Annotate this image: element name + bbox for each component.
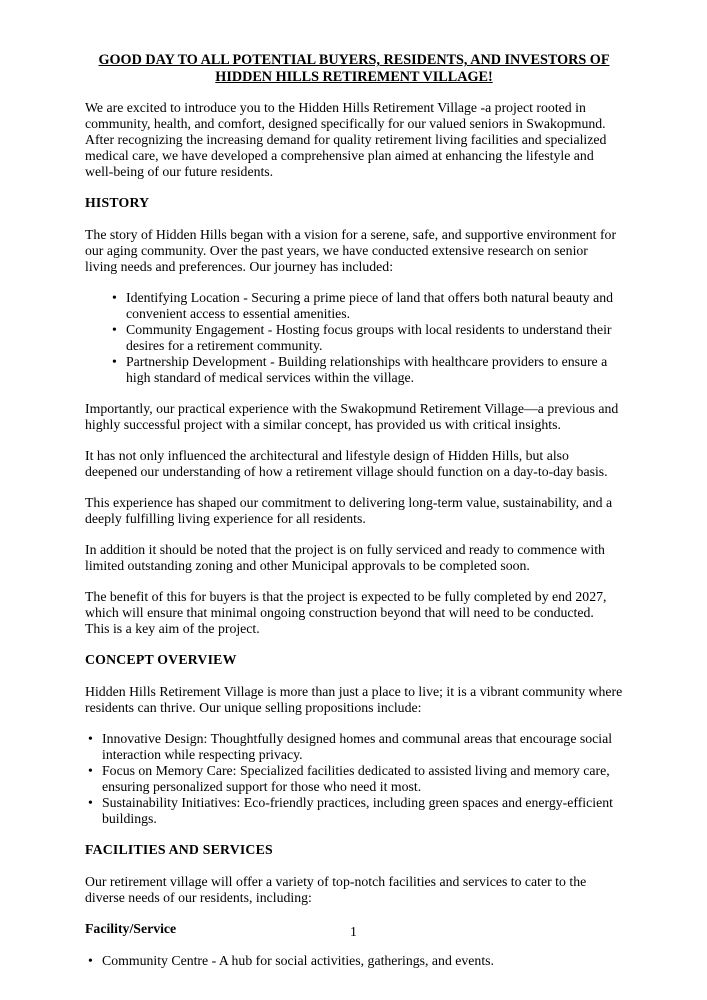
list-item <box>85 731 623 763</box>
bullet-icon: • <box>112 290 117 305</box>
concept-intro-paragraph: Hidden Hills Retirement Village is more than just a place to live; it is a vibrant community where residents can thrive. Our unique selling propositions include: <box>85 684 626 715</box>
bullet-icon: • <box>88 953 93 968</box>
history-paragraph: It has not only influenced the architectural and lifestyle design of Hidden Hills, but also deepened our understanding of how a retirement village should function on a day-to-day basis. <box>85 448 608 479</box>
list-item <box>85 290 623 322</box>
list-item <box>85 763 623 795</box>
bullet-icon: • <box>88 763 93 778</box>
list-item-text: Innovative Design: Thoughtfully designed homes and communal areas that encourage social interaction while respecting privacy. <box>102 731 616 762</box>
bullet-icon: • <box>88 731 93 746</box>
list-item-text: Partnership Development - Building relationships with healthcare providers to ensure a high standard of medical services within the village. <box>126 354 611 385</box>
list-item-text: Community Centre - A hub for social activities, gatherings, and events. <box>102 953 494 968</box>
facility-service-subheading: Facility/Service <box>85 921 177 936</box>
document-title: GOOD DAY TO ALL POTENTIAL BUYERS, RESIDENTS, AND INVESTORS OF HIDDEN HILLS RETIREMENT VILLAGE! <box>98 52 610 85</box>
history-bullet-list <box>85 290 623 386</box>
history-paragraph: In addition it should be noted that the project is on fully serviced and ready to commence with limited outstanding zoning and other Municipal approvals to be completed soon. <box>85 542 609 573</box>
list-item-text: Sustainability Initiatives: Eco-friendly practices, including green spaces and energy-efficient buildings. <box>102 795 617 826</box>
list-item <box>85 322 623 354</box>
history-heading: HISTORY <box>85 195 150 210</box>
bullet-icon: • <box>88 795 93 810</box>
concept-bullet-list <box>85 731 623 827</box>
list-item <box>85 354 623 386</box>
list-item-text: Community Engagement - Hosting focus groups with local residents to understand their desires for a retirement community. <box>126 322 615 353</box>
facilities-bullet-list <box>85 953 623 969</box>
history-paragraph: Importantly, our practical experience with the Swakopmund Retirement Village—a previous and highly successful project with a similar concept, has provided us with critical insights. <box>85 401 622 432</box>
page-number: 1 <box>350 924 357 939</box>
bullet-icon: • <box>112 354 117 369</box>
list-item-text: Identifying Location - Securing a prime piece of land that offers both natural beauty and convenient access to essential amenities. <box>126 290 617 321</box>
list-item <box>85 953 623 969</box>
facilities-intro-paragraph: Our retirement village will offer a variety of top-notch facilities and services to cater to the diverse needs of our residents, including: <box>85 874 590 905</box>
bullet-icon: • <box>112 322 117 337</box>
history-paragraph: This experience has shaped our commitment to delivering long-term value, sustainability, and a deeply fulfilling living experience for all residents. <box>85 495 616 526</box>
list-item <box>85 795 623 827</box>
intro-paragraph: We are excited to introduce you to the Hidden Hills Retirement Village -a project rooted in community, health, and comfort, designed specifically for our valued seniors in Swakopmund. After recognizing the increasing demand for quality retirement living facilities and specialized medical care, we have developed a comprehensive plan aimed at enhancing the lifestyle and well-being of our future residents. <box>85 100 610 179</box>
facilities-heading: FACILITIES AND SERVICES <box>85 842 273 857</box>
history-intro-paragraph: The story of Hidden Hills began with a vision for a serene, safe, and supportive environment for our aging community. Over the past years, we have conducted extensive research on senior living needs and preferences. Our journey has included: <box>85 227 620 274</box>
history-paragraph: The benefit of this for buyers is that the project is expected to be fully completed by end 2027, which will ensure that minimal ongoing construction beyond that will need to be conducted. This is a key aim of the project. <box>85 589 610 636</box>
list-item-text: Focus on Memory Care: Specialized facilities dedicated to assisted living and memory care, ensuring personalized support for those who need it most. <box>102 763 614 794</box>
concept-overview-heading: CONCEPT OVERVIEW <box>85 652 237 667</box>
